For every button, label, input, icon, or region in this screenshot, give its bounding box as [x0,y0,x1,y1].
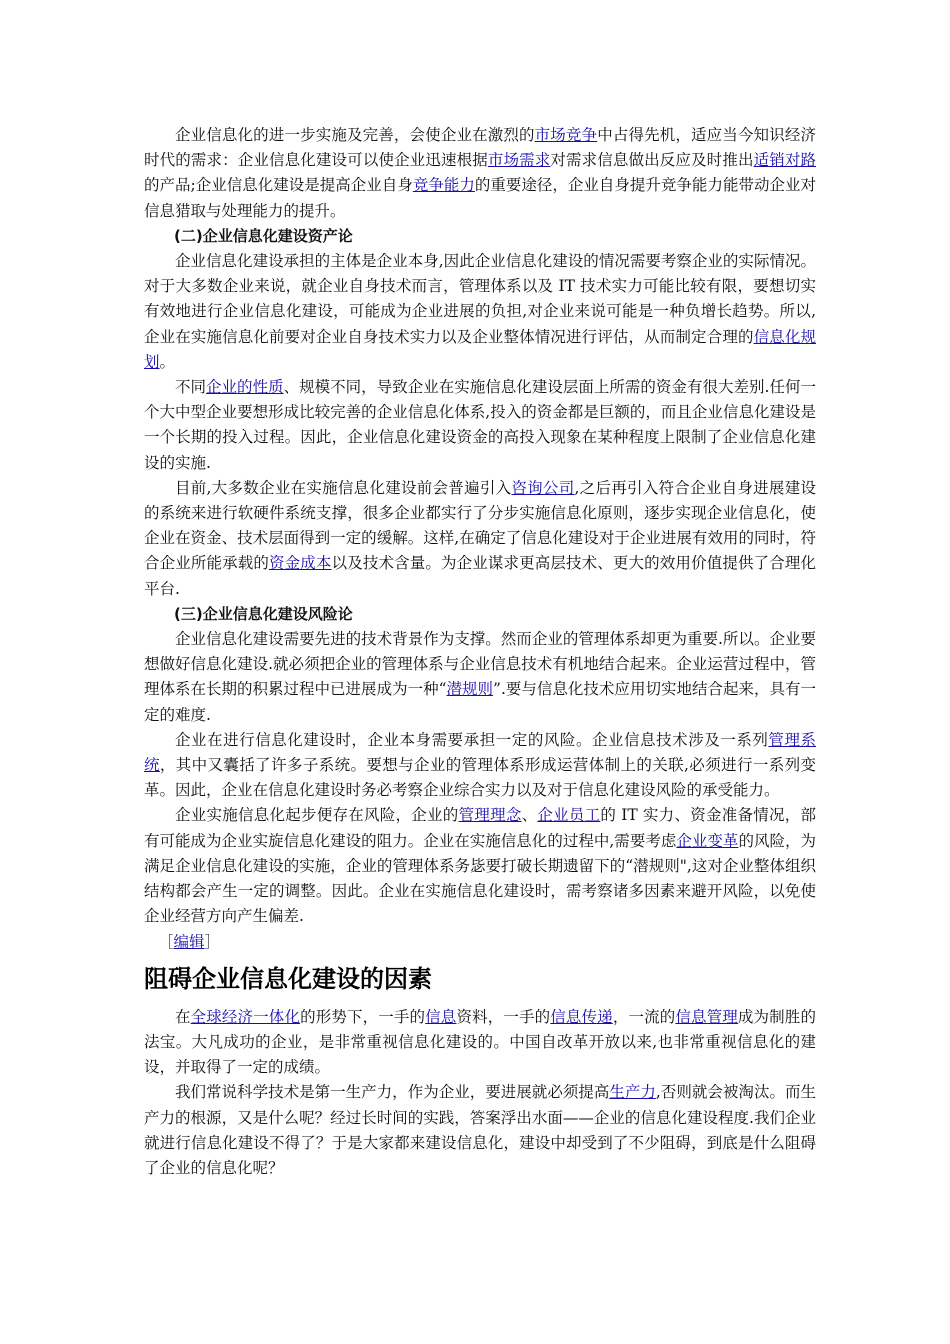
inline-link[interactable]: 管理理念 [458,806,522,825]
paragraph [144,803,816,929]
text-run: 企业信息化的进一步实施及完善，会使企业在激烈的 [175,126,535,144]
inline-link[interactable]: 咨询公司 [511,478,575,497]
text-run: 成为制胜的法宝。大凡成功的企业，是非常重视信息化建设的。中国自改革开放以来,也非常重视信息化的建设，并取得了一定的成绩。 [144,1007,816,1077]
inline-link[interactable]: 竞争能力 [412,176,475,195]
text-run: 对需求信息做出反应及时推出 [550,151,754,170]
inline-link[interactable]: 信息化规划 [144,327,816,371]
article-body [144,123,816,1181]
inline-link[interactable]: 企业的性质 [206,378,284,397]
text-run: ,之后再引入符合企业自身进展建设的系统来进行软硬件系统支撑，很多企业都实行了分步实施信息化原则，逐步实现企业信息化，使企业在资金、技术层面得到一定的缓解。这样,在确定了信息化建设对于企业进展有效用的同时，符合企业所能承载的 [144,478,816,573]
inline-link[interactable]: 全球经济一体化 [190,1007,301,1026]
paragraph [144,375,816,476]
text-run: 的重要途径，企业自身提升竞争能力能带动企业对信息猎取与处理能力的提升。 [144,176,816,220]
inline-link[interactable]: 市场需求 [487,151,551,170]
text-run: 以及技术含量。为企业谋求更高层技术、更大的效用价值提供了合理化平台. [144,554,816,598]
inline-link[interactable]: 生产力 [609,1083,656,1102]
text-run: ，其中又囊括了许多子系统。要想与企业的管理体系形成运营体制上的关联,必须进行一系列变革。因此，企业在信息化建设时务必考察企业综合实力以及对于信息化建设风险的承受能力。 [144,756,816,800]
text-run: ，一流的 [612,1007,676,1026]
text-run: 的产品;企业信息化建设是提高企业自身 [144,176,413,195]
paragraph [144,476,816,602]
text-run: 资料，一手的 [456,1007,551,1026]
text-run: 的风险，为满足企业信息化建设的实施，企业的管理体系务毖要打破长期遗留下的“潜规则",这对企业整体组织结构都会产生一定的调整。因此。企业在实施信息化建设时，需考察诸多因素来避开风险，以免使企业经营方向产生偏差. [144,831,816,926]
inline-link[interactable]: 市场竞争 [534,126,598,144]
paragraph [144,627,816,728]
subheading: (二)企业信息化建设资产论 [174,226,353,245]
text-run: 中占得先机，适应当今知识经济时代的需求：企业信息化建设可以使企业迅速根据 [144,126,816,170]
text-run: 企业实施信息化起步便存在风险，企业的 [175,806,459,825]
text-run: 目前,大多数企业在实施信息化建设前会普遍引入 [175,478,512,497]
paragraph [144,1005,816,1081]
paragraph [144,728,816,804]
text-run: 在 [175,1007,191,1026]
bracket-close: ］ [204,932,221,951]
text-run: 我们常说科学技术是第一生产力，作为企业，要进展就必须提高 [175,1083,610,1102]
text-run: 不同 [175,378,207,397]
text-run: 企业信息化建设需要先进的技术背景作为支撑。然而企业的管理体系却更为重要.所以。企业要想做好信息化建设.就必须把企业的管理体系与企业信息技术有机地结合起来。企业运营过程中，管理体系在长期的积累过程中已进展成为一种“ [144,630,816,699]
inline-link[interactable]: 管理系统 [144,730,816,775]
bracket-open: ［ [158,932,174,951]
paragraph [144,123,816,224]
text-run: 、 [521,806,538,825]
subheading: (三)企业信息化建设风险论 [174,604,353,623]
inline-link[interactable]: 资金成本 [269,554,332,573]
text-run: 的形势下，一手的 [300,1007,426,1026]
inline-link[interactable]: 信息 [425,1007,457,1026]
text-run: ,否则就会被淘汰。而生产力的根源，又是什么呢？经过长时间的实践，答案浮出水面——企业的信息化建设程度.我们企业就进行信息化建设不得了？于是大家都来建设信息化，建设中却受到了不少阻碍，到底是什么阻碍了企业的信息化呢？ [144,1083,816,1177]
inline-link[interactable]: 潜规则 [446,680,494,699]
inline-link[interactable]: 企业变革 [676,831,739,850]
section-title: 阻碍企业信息化建设的因素 [144,964,432,993]
inline-link[interactable]: 企业员工 [537,806,601,825]
paragraph [144,1080,816,1181]
text-run: ”.要与信息化技术应用切实地结合起来，具有一定的难度. [144,680,816,724]
paragraph [144,249,816,375]
edit-link[interactable]: 编辑 [173,932,205,951]
inline-link[interactable]: 信息传递 [550,1007,613,1026]
text-run: 的 IT 实力、资金准备情况，部有可能成为企业实旋信息化建设的阻力。企业在实施信息化的过程中,需要考虑 [144,806,816,850]
inline-link[interactable]: 信息管理 [675,1007,738,1026]
text-run: 企业信息化建设承担的主体是企业本身,因此企业信息化建设的情况需要考察企业的实际情况。对于大多数企业来说，就企业自身技术而言，管理体系以及 IT 技术实力可能比较有限，要想切实有效地进行企业信息化建设，可能成为企业进展的负担,对企业来说可能是一种负增长趋势。所以,企业在实施信息化前要对企业自身技术实力以及企业整体情况进行评估，从而制定合理的 [144,252,816,346]
text-run: 。 [159,352,176,371]
inline-link[interactable]: 适销对路 [753,151,816,170]
edit-section [144,930,816,955]
text-run: 企业在进行信息化建设时，企业本身需要承担一定的风险。企业信息技术涉及一系列 [175,730,769,749]
text-run: 、规模不同，导致企业在实施信息化建设层面上所需的资金有很大差别.任何一个大中型企业要想形成比较完善的企业信息化体系,投入的资金都是巨额的，而且企业信息化建设是一个长期的投入过程。因此，企业信息化建设资金的高投入现象在某种程度上限制了企业信息化建设的实施. [144,378,816,472]
